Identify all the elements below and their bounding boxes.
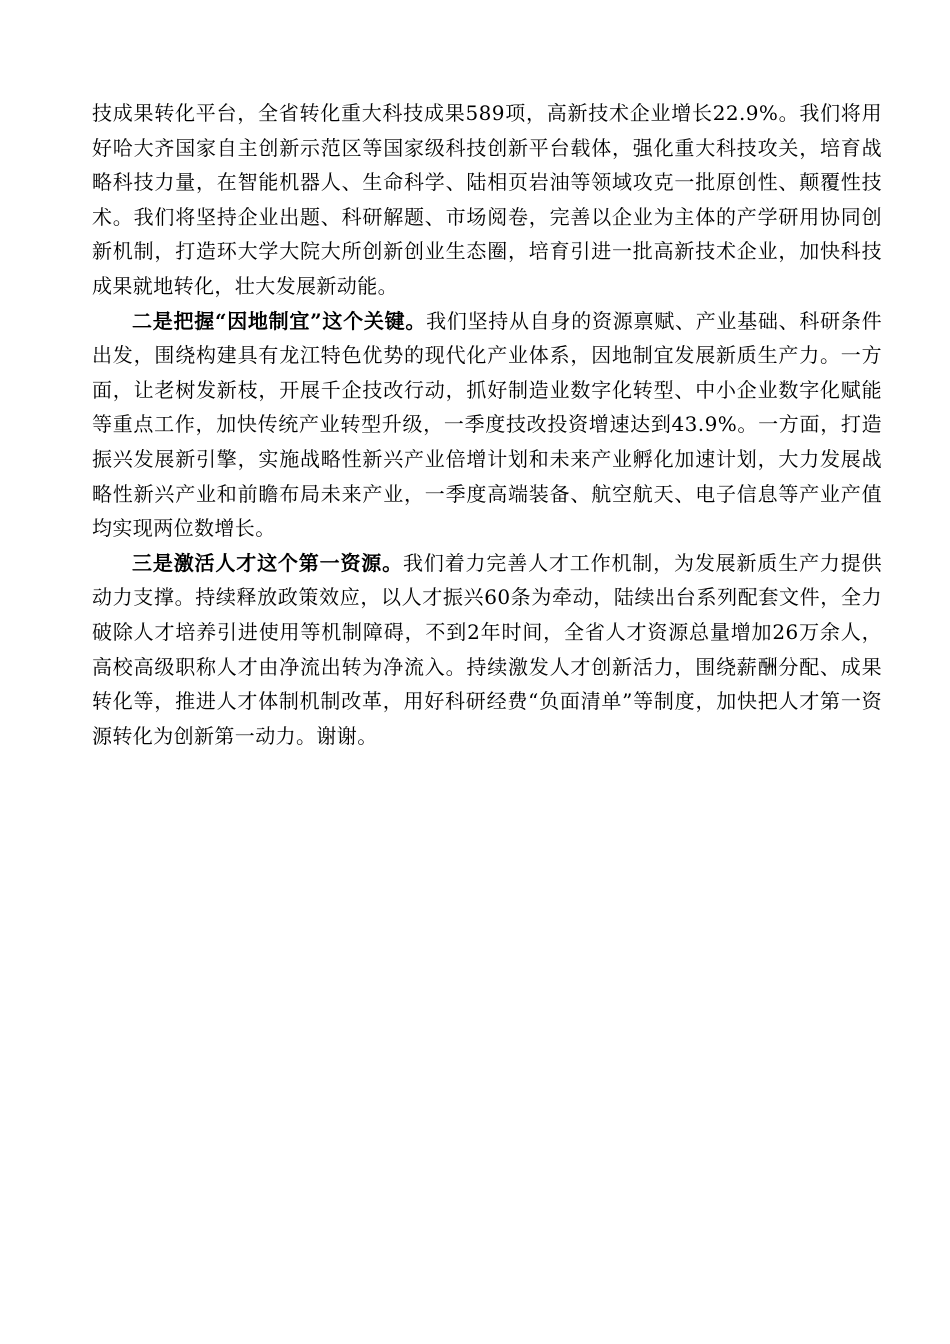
paragraph-2 <box>92 304 882 546</box>
paragraph-3-text: 我们着力完善人才工作机制，为发展新质生产力提供动力支撑。持续释放政策效应，以人才振兴60条为牵动，陆续出台系列配套文件，全力破除人才培养引进使用等机制障碍，不到2年时间，全省人才资源总量增加26万余人，高校高级职称人才由净流出转为净流入。持续激发人才创新活力，围绕薪酬分配、成果转化等，推进人才体制机制改革，用好科研经费“负面清单”等制度，加快把人才第一资源转化为创新第一动力。谢谢。 <box>92 550 883 748</box>
paragraph-1-text: 技成果转化平台，全省转化重大科技成果589项，高新技术企业增长22.9%。我们将用好哈大齐国家自主创新示范区等国家级科技创新平台载体，强化重大科技攻关，培育战略科技力量，在智能机器人、生命科学、陆相页岩油等领域攻克一批原创性、颠覆性技术。我们将坚持企业出题、科研解题、市场阅卷，完善以企业为主体的产学研用协同创新机制，打造环大学大院大所创新创业生态圈，培育引进一批高新技术企业，加快科技成果就地转化，壮大发展新动能。 <box>92 101 882 298</box>
paragraph-2-text: 我们坚持从自身的资源禀赋、产业基础、科研条件出发，围绕构建具有龙江特色优势的现代化产业体系，因地制宜发展新质生产力。一方面，让老树发新枝，开展千企技改行动，抓好制造业数字化转型、中小企业数字化赋能等重点工作，加快传统产业转型升级，一季度技改投资增速达到43.9%。一方面，打造振兴发展新引擎，实施战略性新兴产业倍增计划和未来产业孵化加速计划，大力发展战略性新兴产业和前瞻布局未来产业，一季度高端装备、航空航天、电子信息等产业产值均实现两位数增长。 <box>92 308 882 541</box>
paragraph-3-lead: 三是激活人才这个第一资源。 <box>132 550 403 575</box>
paragraph-1 <box>92 96 882 304</box>
paragraph-2-lead: 二是把握“因地制宜”这个关键。 <box>132 308 427 333</box>
document-body <box>92 96 882 753</box>
paragraph-3 <box>92 546 882 754</box>
